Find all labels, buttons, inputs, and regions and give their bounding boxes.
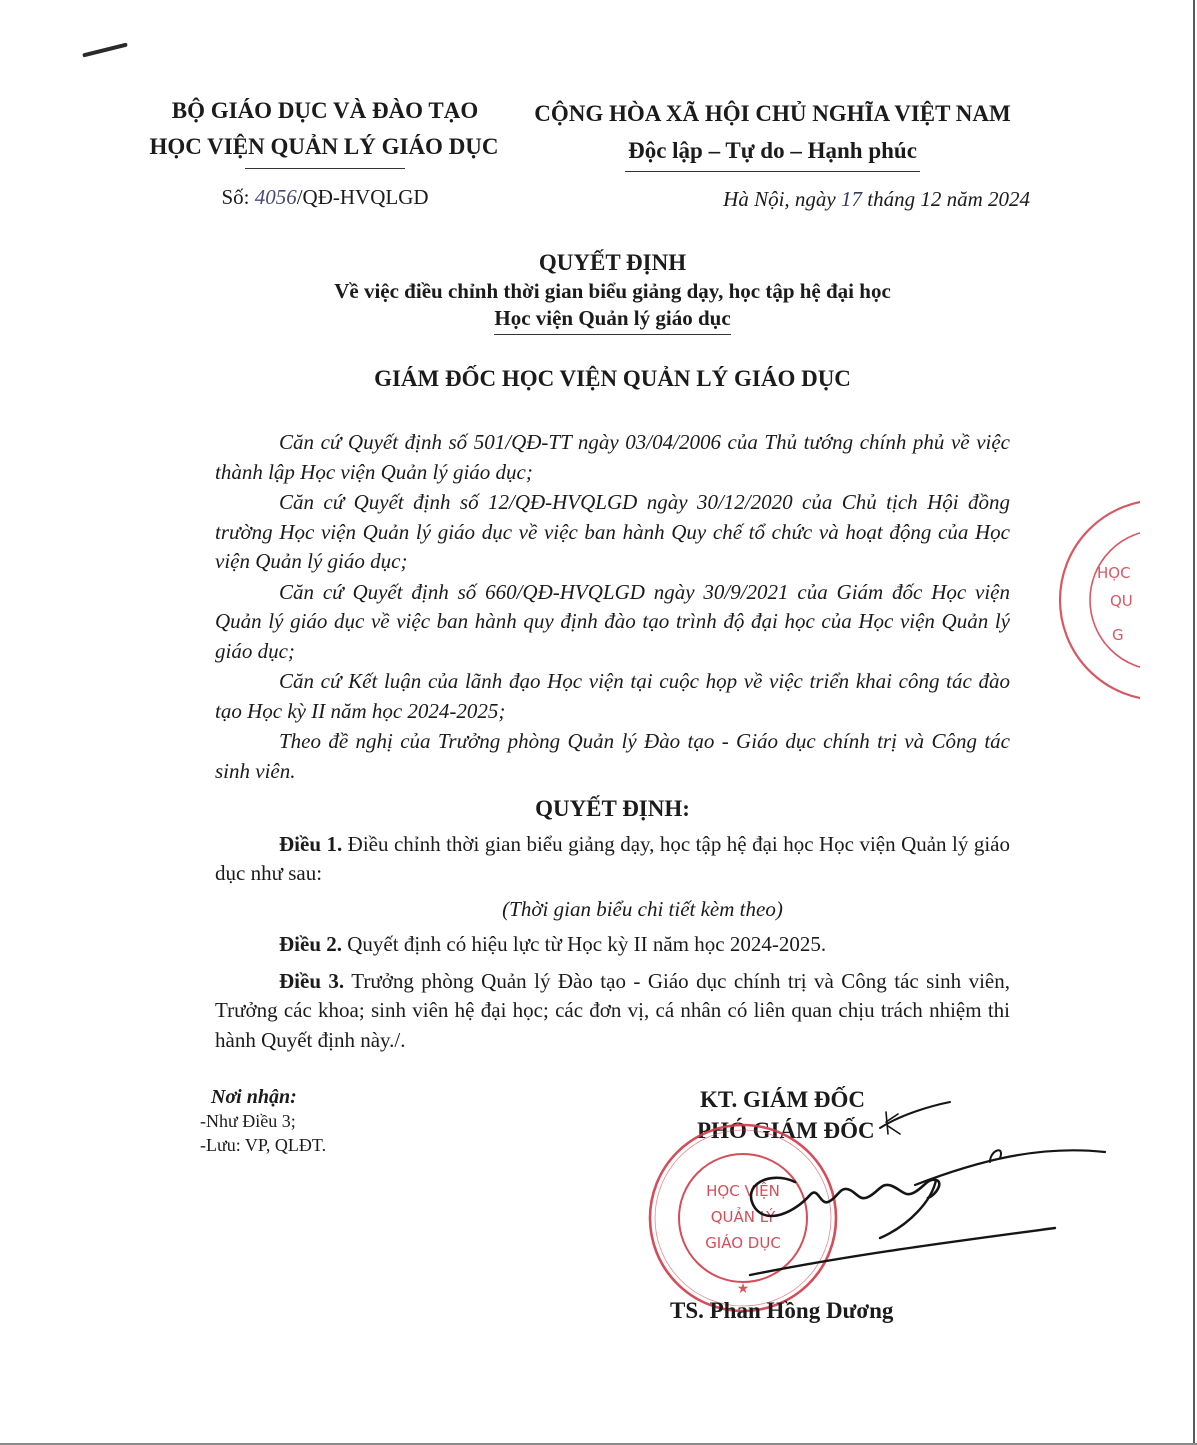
document-subject-line-2: Học viện Quản lý giáo dục: [494, 306, 730, 335]
ministry-name: BỘ GIÁO DỤC VÀ ĐÀO TẠO: [171, 98, 479, 123]
date-suffix: tháng 12 năm 2024: [862, 187, 1030, 211]
article-2: [215, 930, 1010, 960]
decision-heading: QUYẾT ĐỊNH:: [535, 796, 690, 821]
article-3-title: Điều 3.: [279, 968, 345, 993]
doc-number-prefix: Số:: [221, 185, 255, 209]
ground-item: Căn cứ Quyết định số 12/QĐ-HVQLGD ngày 30/12/2020 của Chủ tịch Hội đồng trường Học viện Quản lý giáo dục về việc ban hành Quy chế tổ chức và hoạt động của Học viện Quản lý giáo dục;: [215, 490, 1010, 573]
svg-text:★: ★: [736, 1282, 750, 1297]
recipient-item: -Như Điều 3;: [200, 1111, 296, 1131]
document-subject-line-1: Về việc điều chỉnh thời gian biểu giảng dạy, học tập hệ đại học: [334, 279, 891, 303]
document-title-block: [215, 250, 1010, 335]
margin-stamp-partial: [1050, 490, 1140, 710]
seal-line-2: QUẢN LÝ: [710, 1208, 776, 1226]
svg-text:QU: QU: [1110, 592, 1133, 610]
article-2-text: Quyết định có hiệu lực từ Học kỳ II năm học 2024-2025.: [342, 932, 827, 956]
document-body: [215, 428, 1010, 1055]
doc-number-suffix: /QĐ-HVQLGD: [296, 185, 429, 209]
document-number: [180, 185, 470, 210]
article-3: [215, 967, 1010, 1056]
scan-pen-mark: [82, 42, 128, 57]
institution-name: HỌC VIỆN QUẢN LÝ GIÁO DỤC: [149, 134, 499, 159]
article-1-title: Điều 1.: [279, 831, 343, 856]
svg-text:G: G: [1112, 626, 1124, 644]
signer-role-line-1: KT. GIÁM ĐỐC: [700, 1087, 866, 1112]
country-name: CỘNG HÒA XÃ HỘI CHỦ NGHĨA VIỆT NAM: [534, 101, 1011, 126]
article-1-note: (Thời gian biểu chi tiết kèm theo): [502, 896, 783, 921]
ground-item: Căn cứ Quyết định số 501/QĐ-TT ngày 03/04/2006 của Thủ tướng chính phủ về việc thành lập Học viện Quản lý giáo dục;: [215, 430, 1010, 484]
ground-item: Căn cứ Kết luận của lãnh đạo Học viện tại cuộc họp về việc triển khai công tác đào tạo Học kỳ II năm học 2024-2025;: [215, 669, 1010, 723]
national-motto: Độc lập – Tự do – Hạnh phúc: [628, 138, 917, 163]
issue-date: [640, 187, 1030, 212]
document-title: QUYẾT ĐỊNH: [538, 250, 687, 275]
ground-item: Theo đề nghị của Trưởng phòng Quản lý Đào tạo - Giáo dục chính trị và Công tác sinh viên.: [215, 729, 1010, 783]
recipients-block: [200, 1085, 500, 1157]
date-day-handwritten: 17: [841, 187, 862, 211]
seal-line-1: HỌC VIỆN: [706, 1182, 780, 1200]
seal-line-3: GIÁO DỤC: [705, 1234, 781, 1252]
article-1-text: Điều chỉnh thời gian biểu giảng dạy, học tập hệ đại học Học viện Quản lý giáo dục như sau:: [215, 831, 1010, 885]
doc-number-handwritten: 4056: [254, 185, 297, 209]
signer-name: TS. Phan Hồng Dương: [670, 1298, 894, 1323]
article-2-title: Điều 2.: [279, 932, 342, 956]
page-edge-right: [1193, 0, 1195, 1445]
signer-role-line-2: PHÓ GIÁM ĐỐC: [697, 1118, 875, 1143]
recipients-heading: Nơi nhận:: [211, 1086, 297, 1108]
svg-text:HỌC: HỌC: [1097, 564, 1131, 582]
ground-item: Căn cứ Quyết định số 660/QĐ-HVQLGD ngày 30/9/2021 của Giám đốc Học viện Quản lý giáo dục về việc ban hành quy định đào tạo trình độ đại học của Học viện Quản lý giáo dục;: [215, 579, 1010, 663]
official-seal: [645, 1118, 845, 1318]
header-right-rule: [625, 171, 920, 172]
director-heading: GIÁM ĐỐC HỌC VIỆN QUẢN LÝ GIÁO DỤC: [374, 366, 851, 391]
header-left-rule: [245, 168, 405, 169]
recipient-item: -Lưu: VP, QLĐT.: [200, 1135, 327, 1155]
article-3-text: Trưởng phòng Quản lý Đào tạo - Giáo dục chính trị và Công tác sinh viên, Trưởng các khoa; sinh viên hệ đại học; các đơn vị, cá nhân có liên quan chịu trách nhiệm thi hành Quyết định này./.: [215, 968, 1010, 1052]
article-1: [215, 830, 1010, 889]
date-prefix: Hà Nội, ngày: [723, 187, 841, 211]
